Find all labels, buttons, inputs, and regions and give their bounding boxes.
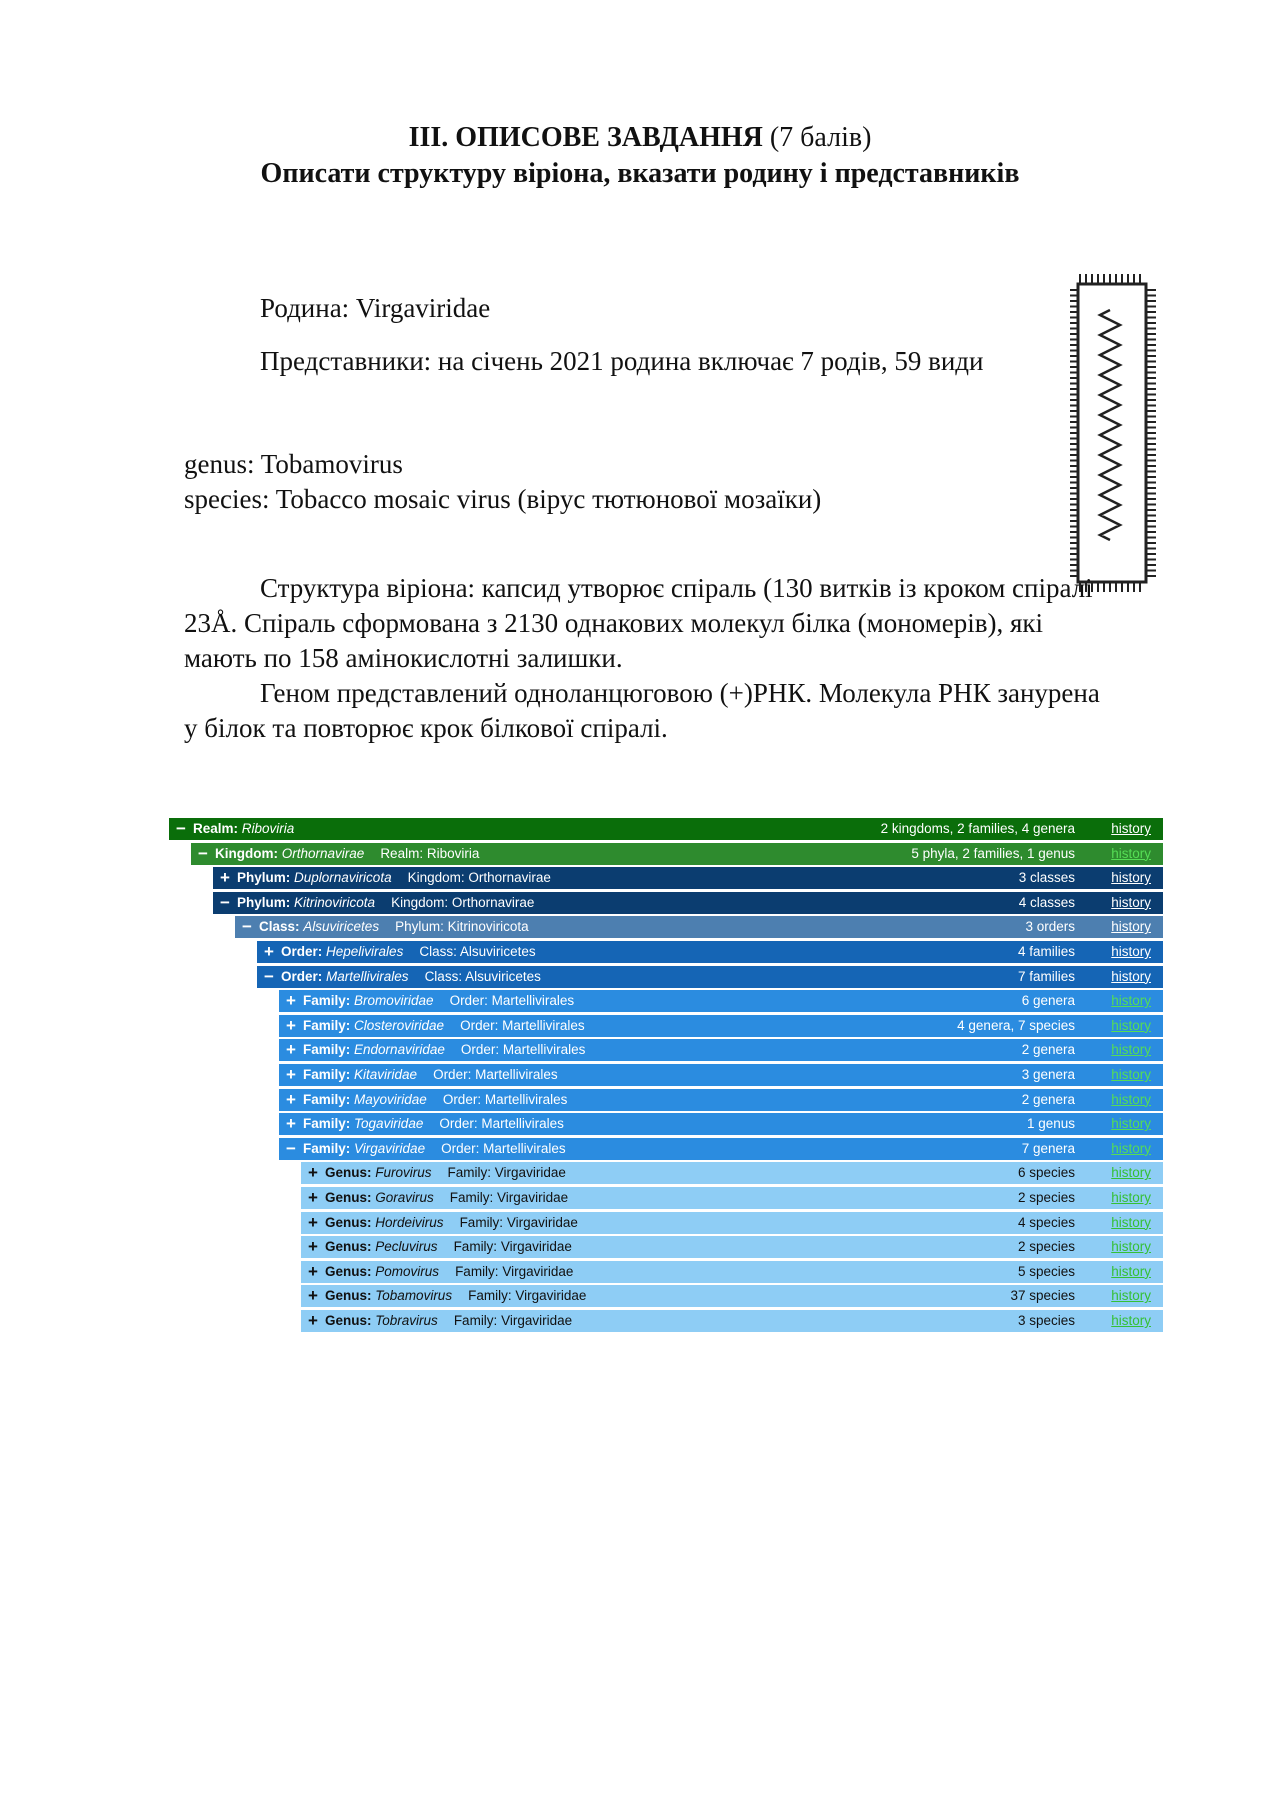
expand-icon[interactable]: +: [308, 1261, 318, 1281]
taxon-rank: Family:: [303, 1116, 351, 1132]
history-link[interactable]: history: [1111, 894, 1151, 910]
history-link[interactable]: history: [1111, 968, 1151, 984]
taxon-rank: Genus:: [325, 1214, 372, 1230]
taxon-name[interactable]: Tobamovirus: [375, 1288, 453, 1304]
collapse-icon[interactable]: −: [286, 1138, 296, 1158]
taxon-name[interactable]: Kitaviridae: [354, 1067, 418, 1082]
representatives-paragraph: [184, 344, 1024, 379]
taxon-counts: 7 families: [1017, 968, 1075, 984]
taxonomy-row: [279, 1113, 1163, 1135]
history-link[interactable]: history: [1111, 845, 1151, 861]
taxon-counts: 7 genera: [1021, 1140, 1075, 1156]
taxon-label: [281, 941, 536, 963]
taxon-parent: Family: Virgaviridae: [447, 1165, 566, 1181]
history-link[interactable]: history: [1111, 919, 1151, 935]
page-subtitle: [0, 156, 1280, 192]
taxon-rank: Class:: [259, 919, 300, 935]
taxon-label: [303, 1015, 585, 1037]
taxon-counts: 6 genera: [1021, 993, 1075, 1009]
taxon-counts: 3 orders: [1025, 919, 1075, 935]
taxon-rank: Genus:: [325, 1313, 372, 1328]
expand-icon[interactable]: +: [308, 1163, 318, 1183]
taxonomy-row: [301, 1187, 1163, 1209]
history-link[interactable]: history: [1111, 1140, 1151, 1156]
taxon-parent: Kingdom: Orthornavirae: [391, 894, 535, 910]
taxon-name[interactable]: Tobravirus: [375, 1313, 438, 1328]
taxon-counts: 2 kingdoms, 2 families, 4 genera: [880, 821, 1075, 836]
taxon-rank: Genus:: [325, 1239, 372, 1255]
taxon-counts: 2 species: [1017, 1239, 1075, 1255]
taxon-label: [325, 1310, 572, 1332]
history-link[interactable]: history: [1111, 1116, 1151, 1132]
taxon-parent: Order: Martellivirales: [439, 1116, 564, 1132]
taxon-name[interactable]: Hepelivirales: [326, 944, 404, 959]
genome-text: Геном представлений одноланцюговою (+)РНК. Молекула РНК занурена у білок та повторює крок білкової спіралі.: [184, 678, 1100, 743]
taxon-label: [325, 1162, 566, 1184]
taxon-rank: Realm:: [193, 821, 239, 836]
taxon-counts: 2 species: [1017, 1190, 1075, 1205]
taxon-rank: Order:: [281, 944, 323, 959]
taxon-rank: Family:: [303, 1140, 351, 1156]
taxon-parent: Order: Martellivirales: [460, 1042, 586, 1058]
taxon-rank: Genus:: [325, 1190, 372, 1205]
expand-icon[interactable]: +: [308, 1188, 318, 1207]
taxon-name[interactable]: Togaviridae: [354, 1116, 424, 1132]
taxon-rank: Order:: [281, 968, 323, 984]
taxon-rank: Genus:: [325, 1288, 372, 1304]
representatives-line: Представники: на січень 2021 родина включає 7 родів, 59 види: [260, 346, 984, 376]
taxon-name[interactable]: Pecluvirus: [375, 1239, 438, 1255]
taxon-parent: Class: Alsuviricetes: [424, 968, 541, 984]
taxon-parent: Realm: Riboviria: [380, 845, 480, 861]
taxon-name[interactable]: Pomovirus: [375, 1263, 440, 1279]
taxon-counts: 2 genera: [1021, 1091, 1075, 1107]
taxon-label: [325, 1236, 572, 1258]
taxon-counts: 4 species: [1017, 1214, 1075, 1230]
taxon-label: [281, 966, 541, 988]
subtitle-text: Описати структуру віріона, вказати родину і представників: [260, 158, 1020, 189]
taxon-parent: Order: Martellivirales: [449, 993, 575, 1009]
genus-line: genus: Tobamovirus: [184, 449, 403, 479]
history-link[interactable]: history: [1111, 1165, 1151, 1181]
rod-virion-icon: [1070, 272, 1156, 602]
taxonomy-row: [301, 1212, 1163, 1234]
taxon-rank: Family:: [303, 1017, 351, 1033]
taxon-label: [259, 916, 529, 938]
taxon-rank: Genus:: [325, 1263, 372, 1279]
title-heading: ІІІ. ОПИСОВЕ ЗАВДАННЯ: [408, 122, 763, 153]
taxonomy-row: [257, 941, 1163, 963]
history-link[interactable]: history: [1111, 1313, 1151, 1328]
expand-icon[interactable]: +: [308, 1237, 318, 1257]
taxon-rank: Genus:: [325, 1165, 372, 1181]
expand-icon[interactable]: +: [308, 1286, 318, 1306]
taxon-counts: 3 species: [1017, 1313, 1075, 1328]
taxon-label: [303, 1089, 567, 1111]
taxonomy-row: [279, 1089, 1163, 1111]
taxon-name[interactable]: Kitrinoviricota: [294, 894, 376, 910]
taxonomy-row: [279, 990, 1163, 1012]
expand-icon[interactable]: +: [308, 1311, 318, 1330]
taxon-name[interactable]: Virgaviridae: [354, 1140, 426, 1156]
taxon-parent: Kingdom: Orthornavirae: [407, 870, 551, 886]
taxon-name[interactable]: Alsuviricetes: [303, 919, 380, 935]
taxonomy-row: [301, 1285, 1163, 1307]
taxon-parent: Family: Virgaviridae: [453, 1313, 573, 1328]
taxon-label: [303, 990, 574, 1012]
history-link[interactable]: history: [1111, 1190, 1151, 1205]
taxon-label: [325, 1285, 586, 1307]
taxon-parent: Family: Virgaviridae: [468, 1288, 587, 1304]
species-paragraph: [184, 482, 1104, 517]
taxonomy-row: [301, 1261, 1163, 1283]
history-link[interactable]: history: [1111, 1214, 1151, 1230]
taxon-parent: Family: Virgaviridae: [453, 1239, 572, 1255]
collapse-icon[interactable]: −: [198, 843, 208, 863]
taxon-rank: Family:: [303, 1091, 351, 1107]
taxon-name[interactable]: Endornaviridae: [354, 1042, 445, 1058]
expand-icon[interactable]: +: [220, 868, 230, 888]
taxon-counts: 1 genus: [1026, 1116, 1075, 1132]
taxon-name[interactable]: Furovirus: [375, 1165, 432, 1181]
taxon-name[interactable]: Riboviria: [241, 821, 295, 836]
taxon-counts: 6 species: [1017, 1165, 1075, 1181]
taxon-name[interactable]: Martellivirales: [326, 968, 409, 984]
family-line: Родина: Virgaviridae: [260, 293, 491, 323]
genome-paragraph: [184, 676, 1104, 746]
family-paragraph: [184, 291, 1104, 326]
taxon-name[interactable]: Orthornavirae: [281, 845, 365, 861]
expand-icon[interactable]: +: [286, 991, 296, 1011]
taxon-parent: Family: Virgaviridae: [449, 1190, 569, 1205]
expand-icon[interactable]: +: [286, 1065, 296, 1084]
taxon-parent: Family: Virgaviridae: [459, 1214, 578, 1230]
history-link[interactable]: history: [1111, 821, 1151, 836]
collapse-icon[interactable]: −: [264, 966, 274, 986]
taxonomy-row: [169, 818, 1163, 840]
genus-paragraph: [184, 447, 1104, 482]
history-link[interactable]: history: [1111, 1091, 1151, 1107]
taxonomy-row: [257, 966, 1163, 988]
taxonomy-row: [301, 1162, 1163, 1184]
taxon-label: [193, 818, 310, 840]
taxonomy-row: [279, 1138, 1163, 1160]
taxon-rank: Kingdom:: [215, 845, 278, 861]
taxon-counts: 2 genera: [1021, 1042, 1075, 1058]
expand-icon[interactable]: +: [286, 1089, 296, 1109]
taxon-rank: Phylum:: [237, 894, 291, 910]
history-link[interactable]: history: [1111, 993, 1151, 1009]
taxonomy-row: [279, 1039, 1163, 1061]
structure-text: Структура віріона: капсид утворює спіраль (130 витків із кроком спіралі 23Å. Спіраль сформована з 2130 однакових молекул білка (мономерів), які мають по 158 амінокислотні залишки.: [184, 573, 1093, 673]
taxon-label: [237, 892, 534, 914]
taxon-counts: 5 species: [1017, 1263, 1075, 1279]
history-link[interactable]: history: [1111, 1017, 1151, 1033]
taxon-counts: 4 genera, 7 species: [957, 1017, 1075, 1033]
title-points: (7 балів): [769, 122, 872, 153]
taxon-label: [303, 1039, 585, 1061]
taxon-name[interactable]: Mayoviridae: [354, 1091, 427, 1107]
taxon-parent: Order: Martellivirales: [442, 1091, 568, 1107]
taxon-label: [303, 1113, 564, 1135]
history-link[interactable]: history: [1111, 1263, 1151, 1279]
collapse-icon[interactable]: −: [242, 917, 252, 937]
taxon-parent: Order: Martellivirales: [441, 1140, 566, 1156]
taxon-name[interactable]: Hordeivirus: [375, 1214, 444, 1230]
taxon-name[interactable]: Goravirus: [375, 1190, 434, 1205]
taxonomy-row: [279, 1015, 1163, 1037]
history-link[interactable]: history: [1111, 944, 1151, 959]
expand-icon[interactable]: +: [286, 1114, 296, 1134]
taxon-rank: Family:: [303, 993, 351, 1009]
taxon-rank: Family:: [303, 1067, 351, 1082]
taxon-rank: Family:: [303, 1042, 351, 1058]
taxon-label: [215, 843, 479, 865]
taxon-label: [303, 1138, 566, 1160]
history-link[interactable]: history: [1111, 870, 1151, 886]
history-link[interactable]: history: [1111, 1288, 1151, 1304]
taxon-label: [303, 1064, 558, 1086]
taxon-counts: 4 classes: [1018, 894, 1075, 910]
taxonomy-row: [191, 843, 1163, 865]
taxon-parent: Class: Alsuviricetes: [419, 944, 536, 959]
taxonomy-row: [213, 892, 1163, 914]
taxon-parent: Phylum: Kitrinoviricota: [395, 919, 529, 935]
expand-icon[interactable]: +: [308, 1212, 318, 1232]
history-link[interactable]: history: [1111, 1067, 1151, 1082]
taxon-label: [325, 1187, 568, 1209]
taxon-counts: 3 genera: [1021, 1067, 1075, 1082]
taxon-name[interactable]: Bromoviridae: [354, 993, 434, 1009]
expand-icon[interactable]: +: [264, 942, 274, 961]
taxon-label: [237, 867, 551, 889]
history-link[interactable]: history: [1111, 1239, 1151, 1255]
taxon-counts: 4 families: [1017, 944, 1075, 959]
species-line: species: Tobacco mosaic virus (вірус тютюнової мозаїки): [184, 484, 822, 514]
taxonomy-row: [279, 1064, 1163, 1086]
taxon-name[interactable]: Closteroviridae: [354, 1017, 445, 1033]
expand-icon[interactable]: +: [286, 1040, 296, 1060]
taxon-name[interactable]: Duplornaviricota: [294, 870, 392, 886]
taxon-label: [325, 1261, 573, 1283]
taxon-counts: 3 classes: [1018, 870, 1075, 886]
structure-paragraph: [184, 571, 1104, 676]
taxon-label: [325, 1212, 578, 1234]
history-link[interactable]: history: [1111, 1042, 1151, 1058]
taxon-counts: 37 species: [1010, 1288, 1075, 1304]
expand-icon[interactable]: +: [286, 1015, 296, 1035]
taxon-counts: 5 phyla, 2 families, 1 genus: [911, 845, 1075, 861]
taxonomy-row: [235, 916, 1163, 938]
page-title: [0, 120, 1280, 156]
taxonomy-row: [301, 1236, 1163, 1258]
taxon-parent: Order: Martellivirales: [433, 1067, 558, 1082]
taxon-rank: Phylum:: [237, 870, 291, 886]
collapse-icon[interactable]: −: [220, 892, 230, 912]
collapse-icon[interactable]: −: [176, 819, 186, 838]
taxonomy-row: [213, 867, 1163, 889]
taxonomy-row: [301, 1310, 1163, 1332]
taxon-parent: Order: Martellivirales: [460, 1017, 585, 1033]
taxon-parent: Family: Virgaviridae: [455, 1263, 574, 1279]
